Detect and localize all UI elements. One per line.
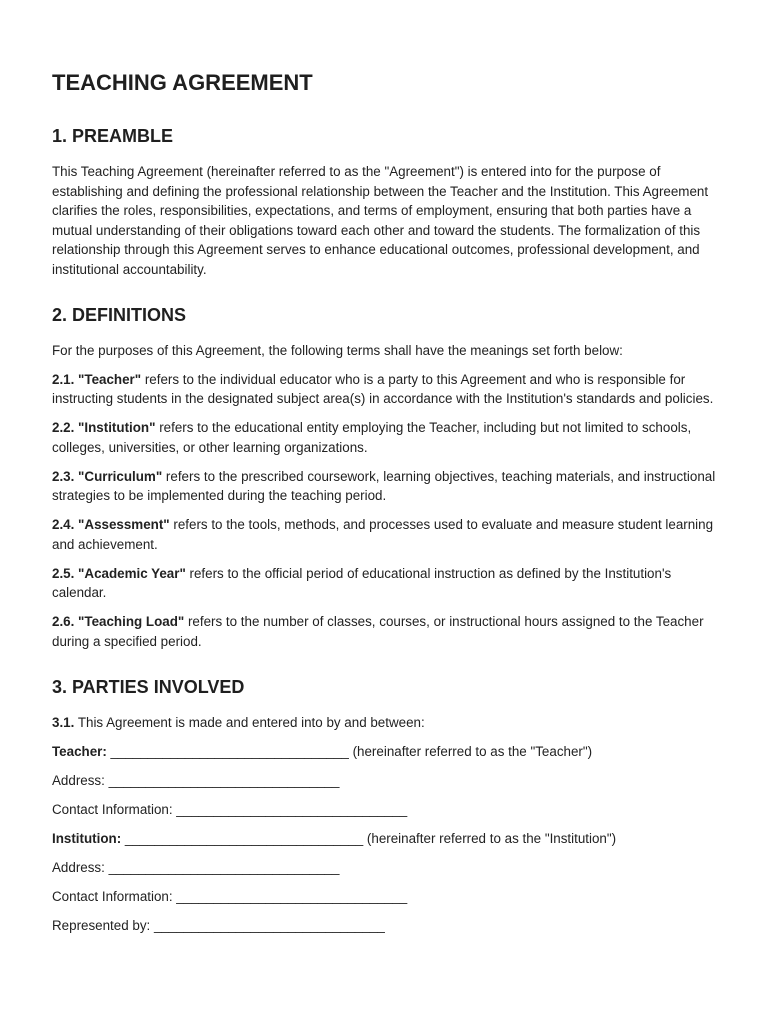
definition-teaching-load bbox=[52, 612, 722, 651]
definition-text: refers to the number of classes, courses, or instructional hours assigned to the Teacher during a specified period. bbox=[52, 614, 704, 649]
institution-label: Institution: bbox=[52, 831, 122, 846]
definition-term: 2.1. "Teacher" bbox=[52, 371, 142, 387]
definition-text: refers to the individual educator who is a party to this Agreement and who is responsible for instructing students in the designated subject area(s) in accordance with the Institution's standards and policies. bbox=[52, 371, 714, 406]
definition-text: refers to the prescribed coursework, learning objectives, teaching materials, and instructional strategies to be implemented during the teaching period. bbox=[52, 468, 716, 503]
definitions-section bbox=[52, 303, 722, 651]
definition-term: 2.4. "Assessment" bbox=[52, 517, 170, 532]
definitions-heading: 2. DEFINITIONS bbox=[52, 305, 187, 325]
institution-name-line bbox=[52, 829, 722, 849]
teacher-name-blank: ________________________________ (hereinafter referred to as the "Teacher") bbox=[106, 744, 593, 759]
parties-heading: 3. PARTIES INVOLVED bbox=[52, 677, 245, 697]
definition-text: refers to the educational entity employing the Teacher, including but not limited to schools, colleges, universities, or other learning organizations. bbox=[52, 420, 692, 455]
definition-term: 2.5. "Academic Year" bbox=[52, 565, 186, 581]
definition-term: 2.6. "Teaching Load" bbox=[52, 614, 185, 629]
parties-intro-number: 3.1. bbox=[52, 715, 75, 730]
definition-academic-year bbox=[52, 564, 722, 603]
parties-intro-text: This Agreement is made and entered into by and between: bbox=[74, 715, 425, 730]
represented-by-line: Represented by: _______________________________ bbox=[52, 918, 385, 933]
teacher-address-line: Address: _______________________________ bbox=[52, 773, 340, 788]
parties-section bbox=[52, 675, 722, 936]
teacher-name-line bbox=[52, 742, 722, 762]
institution-contact-line: Contact Information: _______________________________ bbox=[52, 889, 408, 904]
preamble-section bbox=[52, 124, 722, 279]
definition-institution bbox=[52, 418, 722, 457]
parties-intro bbox=[52, 713, 722, 733]
preamble-text: This Teaching Agreement (hereinafter referred to as the "Agreement") is entered into for the purpose of establishing and defining the professional relationship between the Teacher and the Institution. This Agreement clarifies the roles, responsibilities, expectations, and terms of employment, ensuring that both parties have a mutual understanding of their obligations toward each other and toward the students. The formalization of this relationship through this Agreement serves to enhance educational outcomes, professional development, and institutional accountability. bbox=[52, 164, 709, 277]
definition-text: refers to the tools, methods, and processes used to evaluate and measure student learning and achievement. bbox=[52, 517, 714, 552]
preamble-heading: 1. PREAMBLE bbox=[52, 126, 174, 146]
definitions-intro: For the purposes of this Agreement, the following terms shall have the meanings set forth below: bbox=[52, 343, 623, 358]
definition-curriculum bbox=[52, 467, 722, 506]
definition-term: 2.2. "Institution" bbox=[52, 420, 156, 435]
definition-teacher bbox=[52, 370, 722, 409]
institution-address-line: Address: _______________________________ bbox=[52, 860, 340, 875]
document-title: TEACHING AGREEMENT bbox=[52, 70, 313, 95]
document-page bbox=[52, 68, 722, 960]
teacher-contact-line: Contact Information: _______________________________ bbox=[52, 802, 408, 817]
definition-text: refers to the official period of educational instruction as defined by the Institution's calendar. bbox=[52, 565, 672, 600]
institution-name-blank: ________________________________ (hereinafter referred to as the "Institution") bbox=[121, 831, 617, 846]
definition-term: 2.3. "Curriculum" bbox=[52, 468, 163, 484]
definition-assessment bbox=[52, 515, 722, 554]
teacher-label: Teacher: bbox=[52, 744, 107, 759]
